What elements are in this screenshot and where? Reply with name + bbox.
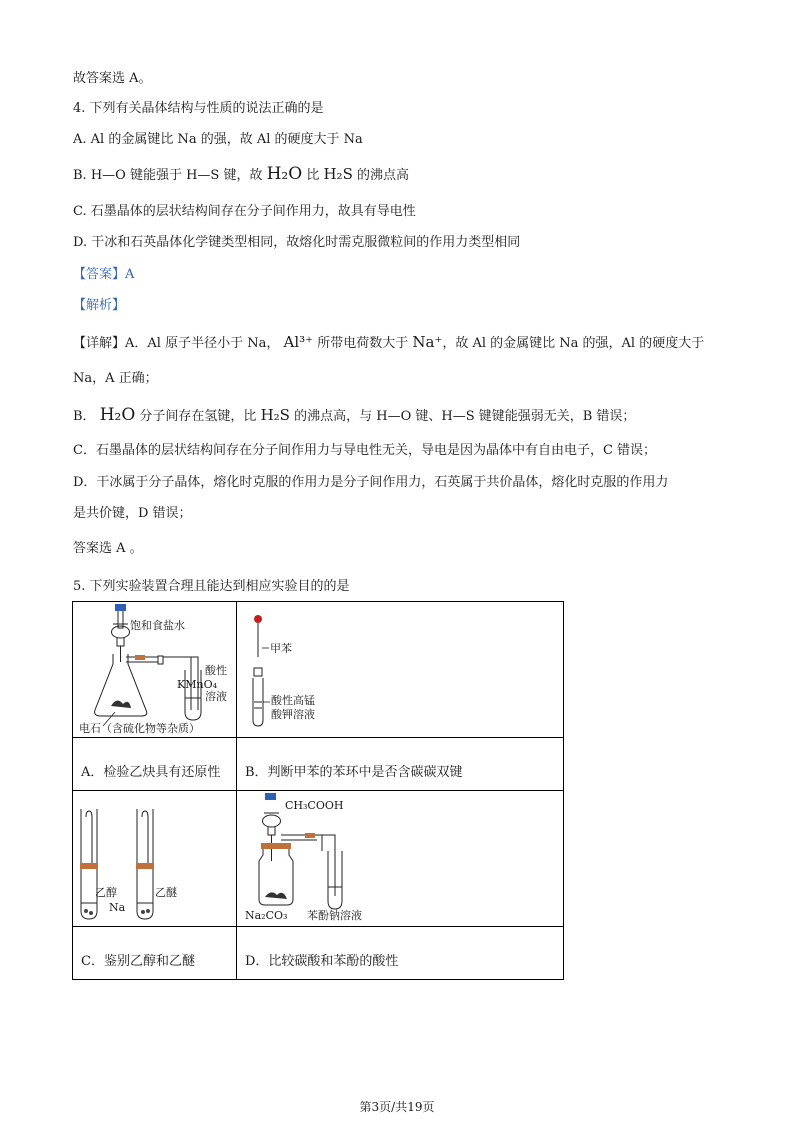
experiment-table — [72, 601, 564, 980]
label-kmno4: KMnO₄ — [177, 678, 217, 691]
label-acidic: 酸性 — [205, 664, 227, 677]
na-piece — [146, 909, 150, 913]
figure-a-cell — [73, 602, 237, 738]
carbide-lumps — [111, 700, 131, 708]
label-sodium: Na — [109, 901, 126, 914]
na-piece — [141, 910, 145, 914]
option-4b — [73, 165, 409, 185]
label-acid-kmno4-2: 酸钾溶液 — [271, 708, 315, 721]
detail-b-part: B． — [73, 409, 96, 424]
detail-b — [73, 406, 635, 426]
na-piece — [84, 909, 88, 913]
detail-c: C．石墨晶体的层状结构间存在分子间作用力与导电性无关，导电是因为晶体中有自由电子，C 错误； — [73, 443, 657, 458]
detail-a — [73, 333, 704, 353]
detail-a-part: 所带电荷数大于 — [317, 336, 409, 351]
dropper-bulb — [254, 615, 262, 623]
detail-b-part: 的沸点高，与 H—O 键、H—S 键键能强弱无关，B 错误； — [294, 409, 636, 424]
stopcock-blue — [265, 793, 276, 800]
figure-c-cell — [73, 791, 237, 927]
detail-d: D．干冰属于分子晶体，熔化时克服的作用力是分子间作用力，石英属于共价晶体，熔化时克服的作用力 — [73, 475, 669, 490]
formula-h2o: H₂O — [266, 164, 303, 184]
option-4b-part: 比 — [306, 168, 320, 183]
na-piece — [89, 911, 93, 915]
rubber-stopper — [80, 863, 98, 869]
label-acid-kmno4-1: 酸性高锰 — [271, 694, 315, 707]
detail-a-part: ，故 Al 的金属键比 Na 的强，Al 的硬度大于 — [442, 336, 705, 351]
formula-na-ion: Na⁺ — [412, 333, 443, 351]
figure-c-apparatus — [73, 791, 237, 926]
option-4a: A. Al 的金属键比 Na 的强，故 Al 的硬度大于 Na — [73, 132, 363, 147]
label-toluene: 甲苯 — [270, 642, 292, 655]
formula-h2s: H₂S — [260, 406, 290, 424]
label-solution: 溶液 — [205, 690, 227, 703]
rubber-stopper — [261, 843, 291, 849]
label-calcium-carbide: 电石（含硫化物等杂质） — [79, 722, 200, 735]
caption-c: C．鉴别乙醇和乙醚 — [73, 927, 237, 980]
question-4-stem: 4. 下列有关晶体结构与性质的说法正确的是 — [73, 101, 324, 116]
label-sodium-phenolate: 苯酚钠溶液 — [307, 909, 362, 922]
figure-a-apparatus — [73, 602, 237, 737]
label-na2co3: Na₂CO₃ — [245, 909, 288, 922]
caption-a: A．检验乙炔具有还原性 — [73, 738, 237, 791]
formula-al3: Al³⁺ — [283, 333, 314, 351]
figure-d-cell — [237, 791, 564, 927]
figure-d-apparatus — [237, 791, 564, 926]
page-footer: 第3页/共19页 — [359, 1100, 435, 1114]
detail-a-part: A．Al 原子半径小于 Na， — [125, 336, 280, 351]
label-acetic-acid: CH₃COOH — [285, 799, 344, 812]
rubber-connector — [135, 655, 145, 660]
formula-h2o: H₂O — [99, 405, 136, 425]
option-4b-part: B. H—O 键能强于 H—S 键，故 — [73, 168, 263, 183]
rubber-connector — [305, 833, 315, 838]
detail-tag: 【详解】 — [73, 336, 126, 351]
label-ethanol: 乙醇 — [95, 886, 117, 899]
caption-d: D．比较碳酸和苯酚的酸性 — [237, 927, 564, 980]
caption-b: B．判断甲苯的苯环中是否含碳碳双键 — [237, 738, 564, 791]
option-4d: D. 干冰和石英晶体化学键类型相同，故熔化时需克服微粒间的作用力类型相同 — [73, 235, 521, 250]
na2co3-solid — [265, 892, 287, 899]
label-ether: 乙醚 — [155, 886, 177, 899]
detail-b-part: 分子间存在氢键，比 — [139, 409, 257, 424]
text-line: 故答案选 A。 — [73, 71, 152, 86]
detail-a-cont: Na，A 正确； — [73, 371, 158, 386]
analysis-label: 【解析】 — [73, 298, 126, 313]
stopcock-blue — [115, 604, 126, 611]
answer-label: 【答案】A — [73, 267, 135, 282]
option-4b-part: 的沸点高 — [356, 168, 409, 183]
formula-h2s: H₂S — [323, 165, 353, 183]
option-4c: C. 石墨晶体的层状结构间存在分子间作用力，故具有导电性 — [73, 204, 416, 219]
detail-d-cont: 是共价键，D 错误； — [73, 506, 192, 521]
figure-b-cell — [237, 602, 564, 738]
rubber-stopper — [136, 863, 154, 869]
label-saline-water: 饱和食盐水 — [130, 619, 185, 632]
conclusion: 答案选 A 。 — [73, 541, 143, 556]
question-5-stem: 5. 下列实验装置合理且能达到相应实验目的的是 — [73, 579, 350, 594]
figure-b-apparatus — [237, 602, 564, 737]
